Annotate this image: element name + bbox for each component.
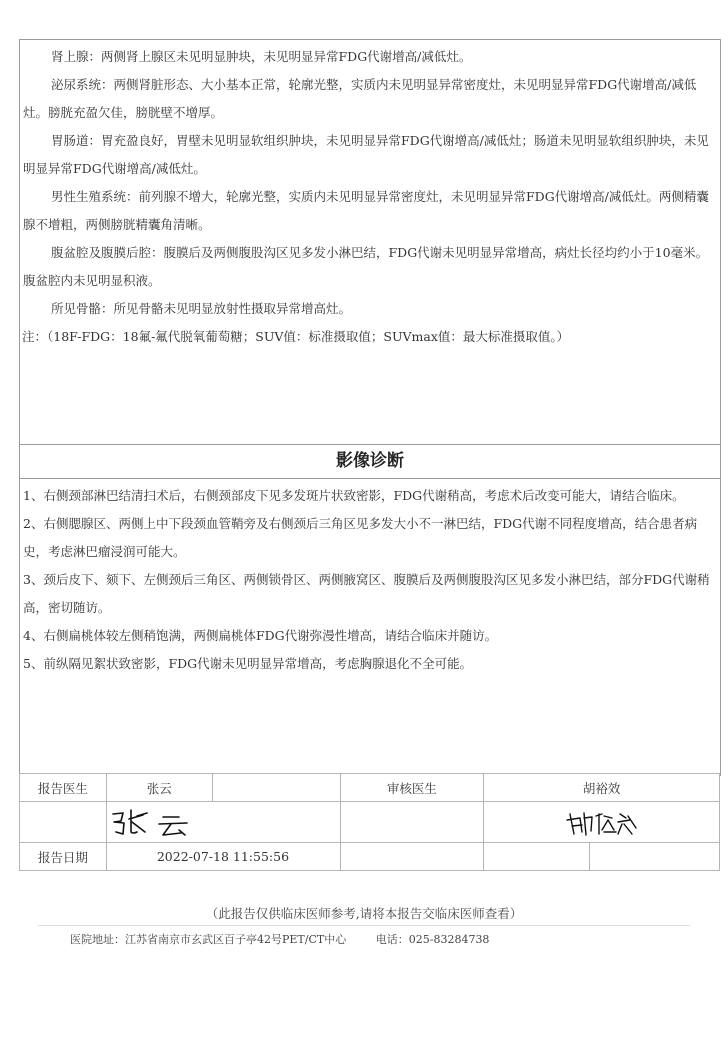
finding-adrenal: 肾上腺：两侧肾上腺区未见明显肿块，未见明显异常FDG代谢增高/减低灶。 bbox=[51, 49, 472, 64]
report-date-value: 2022-07-18 11:55:56 bbox=[106, 843, 340, 871]
diagnosis-title: 影像诊断 bbox=[20, 444, 720, 479]
report-date-label: 报告日期 bbox=[20, 843, 107, 871]
diagnosis-item-1: 1、右侧颈部淋巴结清扫术后，右侧颈部皮下见多发斑片状致密影，FDG代谢稍高，考虑术后改变可能大，请结合临床。 bbox=[23, 488, 685, 503]
finding-gi: 胃肠道：胃充盈良好，胃壁未见明显软组织肿块，未见明显异常FDG代谢增高/减低灶；肠道未见明显软组织肿块，未见明显异常FDG代谢增高/减低灶。 bbox=[23, 133, 709, 176]
report-frame bbox=[19, 39, 721, 776]
signature-table bbox=[19, 773, 720, 871]
abbreviation-note: 注：（18F-FDG：18氟-氟代脱氧葡萄糖；SUV值：标准摄取值；SUVmax值：最大标准摄取值。） bbox=[22, 329, 570, 344]
findings-section bbox=[20, 40, 720, 444]
signature-hu-yu-xiao bbox=[562, 804, 642, 840]
report-doctor-label: 报告医生 bbox=[20, 774, 107, 802]
footer-divider bbox=[38, 925, 690, 926]
diagnosis-item-4: 4、右侧扁桃体较左侧稍饱满，两侧扁桃体FDG代谢弥漫性增高，请结合临床并随访。 bbox=[23, 628, 498, 643]
review-doctor-signature bbox=[484, 802, 720, 843]
diagnosis-item-3: 3、颈后皮下、颏下、左侧颈后三角区、两侧锁骨区、两侧腋窝区、腹膜后及两侧腹股沟区见多发小淋巴结，部分FDG代谢稍高，密切随访。 bbox=[23, 572, 710, 615]
hospital-address: 医院地址：江苏省南京市玄武区百子亭42号PET/CT中心 bbox=[70, 933, 347, 946]
diagnosis-item-2: 2、右侧腮腺区、两侧上中下段颈血管鞘旁及右侧颈后三角区见多发大小不一淋巴结，FDG代谢不同程度增高，结合患者病史，考虑淋巴瘤浸润可能大。 bbox=[23, 516, 698, 559]
review-doctor-label: 审核医生 bbox=[340, 774, 484, 802]
finding-abdomen-pelvis: 腹盆腔及腹膜后腔：腹膜后及两侧腹股沟区见多发小淋巴结，FDG代谢未见明显异常增高，病灶长径均约小于10毫米。腹盆腔内未见明显积液。 bbox=[23, 245, 709, 288]
disclaimer: （此报告仅供临床医师参考,请将本报告交临床医师查看） bbox=[205, 906, 523, 921]
signature-zhang-yun bbox=[107, 804, 217, 840]
finding-urinary: 泌尿系统：两侧肾脏形态、大小基本正常，轮廓光整，实质内未见明显异常密度灶，未见明显异常FDG代谢增高/减低灶。膀胱充盈欠佳，膀胱壁不增厚。 bbox=[23, 77, 697, 120]
diagnosis-item-5: 5、前纵隔见絮状致密影，FDG代谢未见明显异常增高，考虑胸腺退化不全可能。 bbox=[23, 656, 473, 671]
diagnosis-section bbox=[20, 479, 720, 776]
finding-bones: 所见骨骼：所见骨骼未见明显放射性摄取异常增高灶。 bbox=[51, 301, 352, 316]
review-doctor-name: 胡裕效 bbox=[484, 774, 720, 802]
hospital-phone: 电话：025-83284738 bbox=[375, 933, 490, 946]
hospital-info bbox=[70, 931, 515, 947]
finding-reproductive: 男性生殖系统：前列腺不增大，轮廓光整，实质内未见明显异常密度灶，未见明显异常FDG代谢增高/减低灶。两侧精囊腺不增粗，两侧膀胱精囊角清晰。 bbox=[23, 189, 709, 232]
report-doctor-signature bbox=[106, 802, 340, 843]
report-doctor-name: 张云 bbox=[106, 774, 212, 802]
